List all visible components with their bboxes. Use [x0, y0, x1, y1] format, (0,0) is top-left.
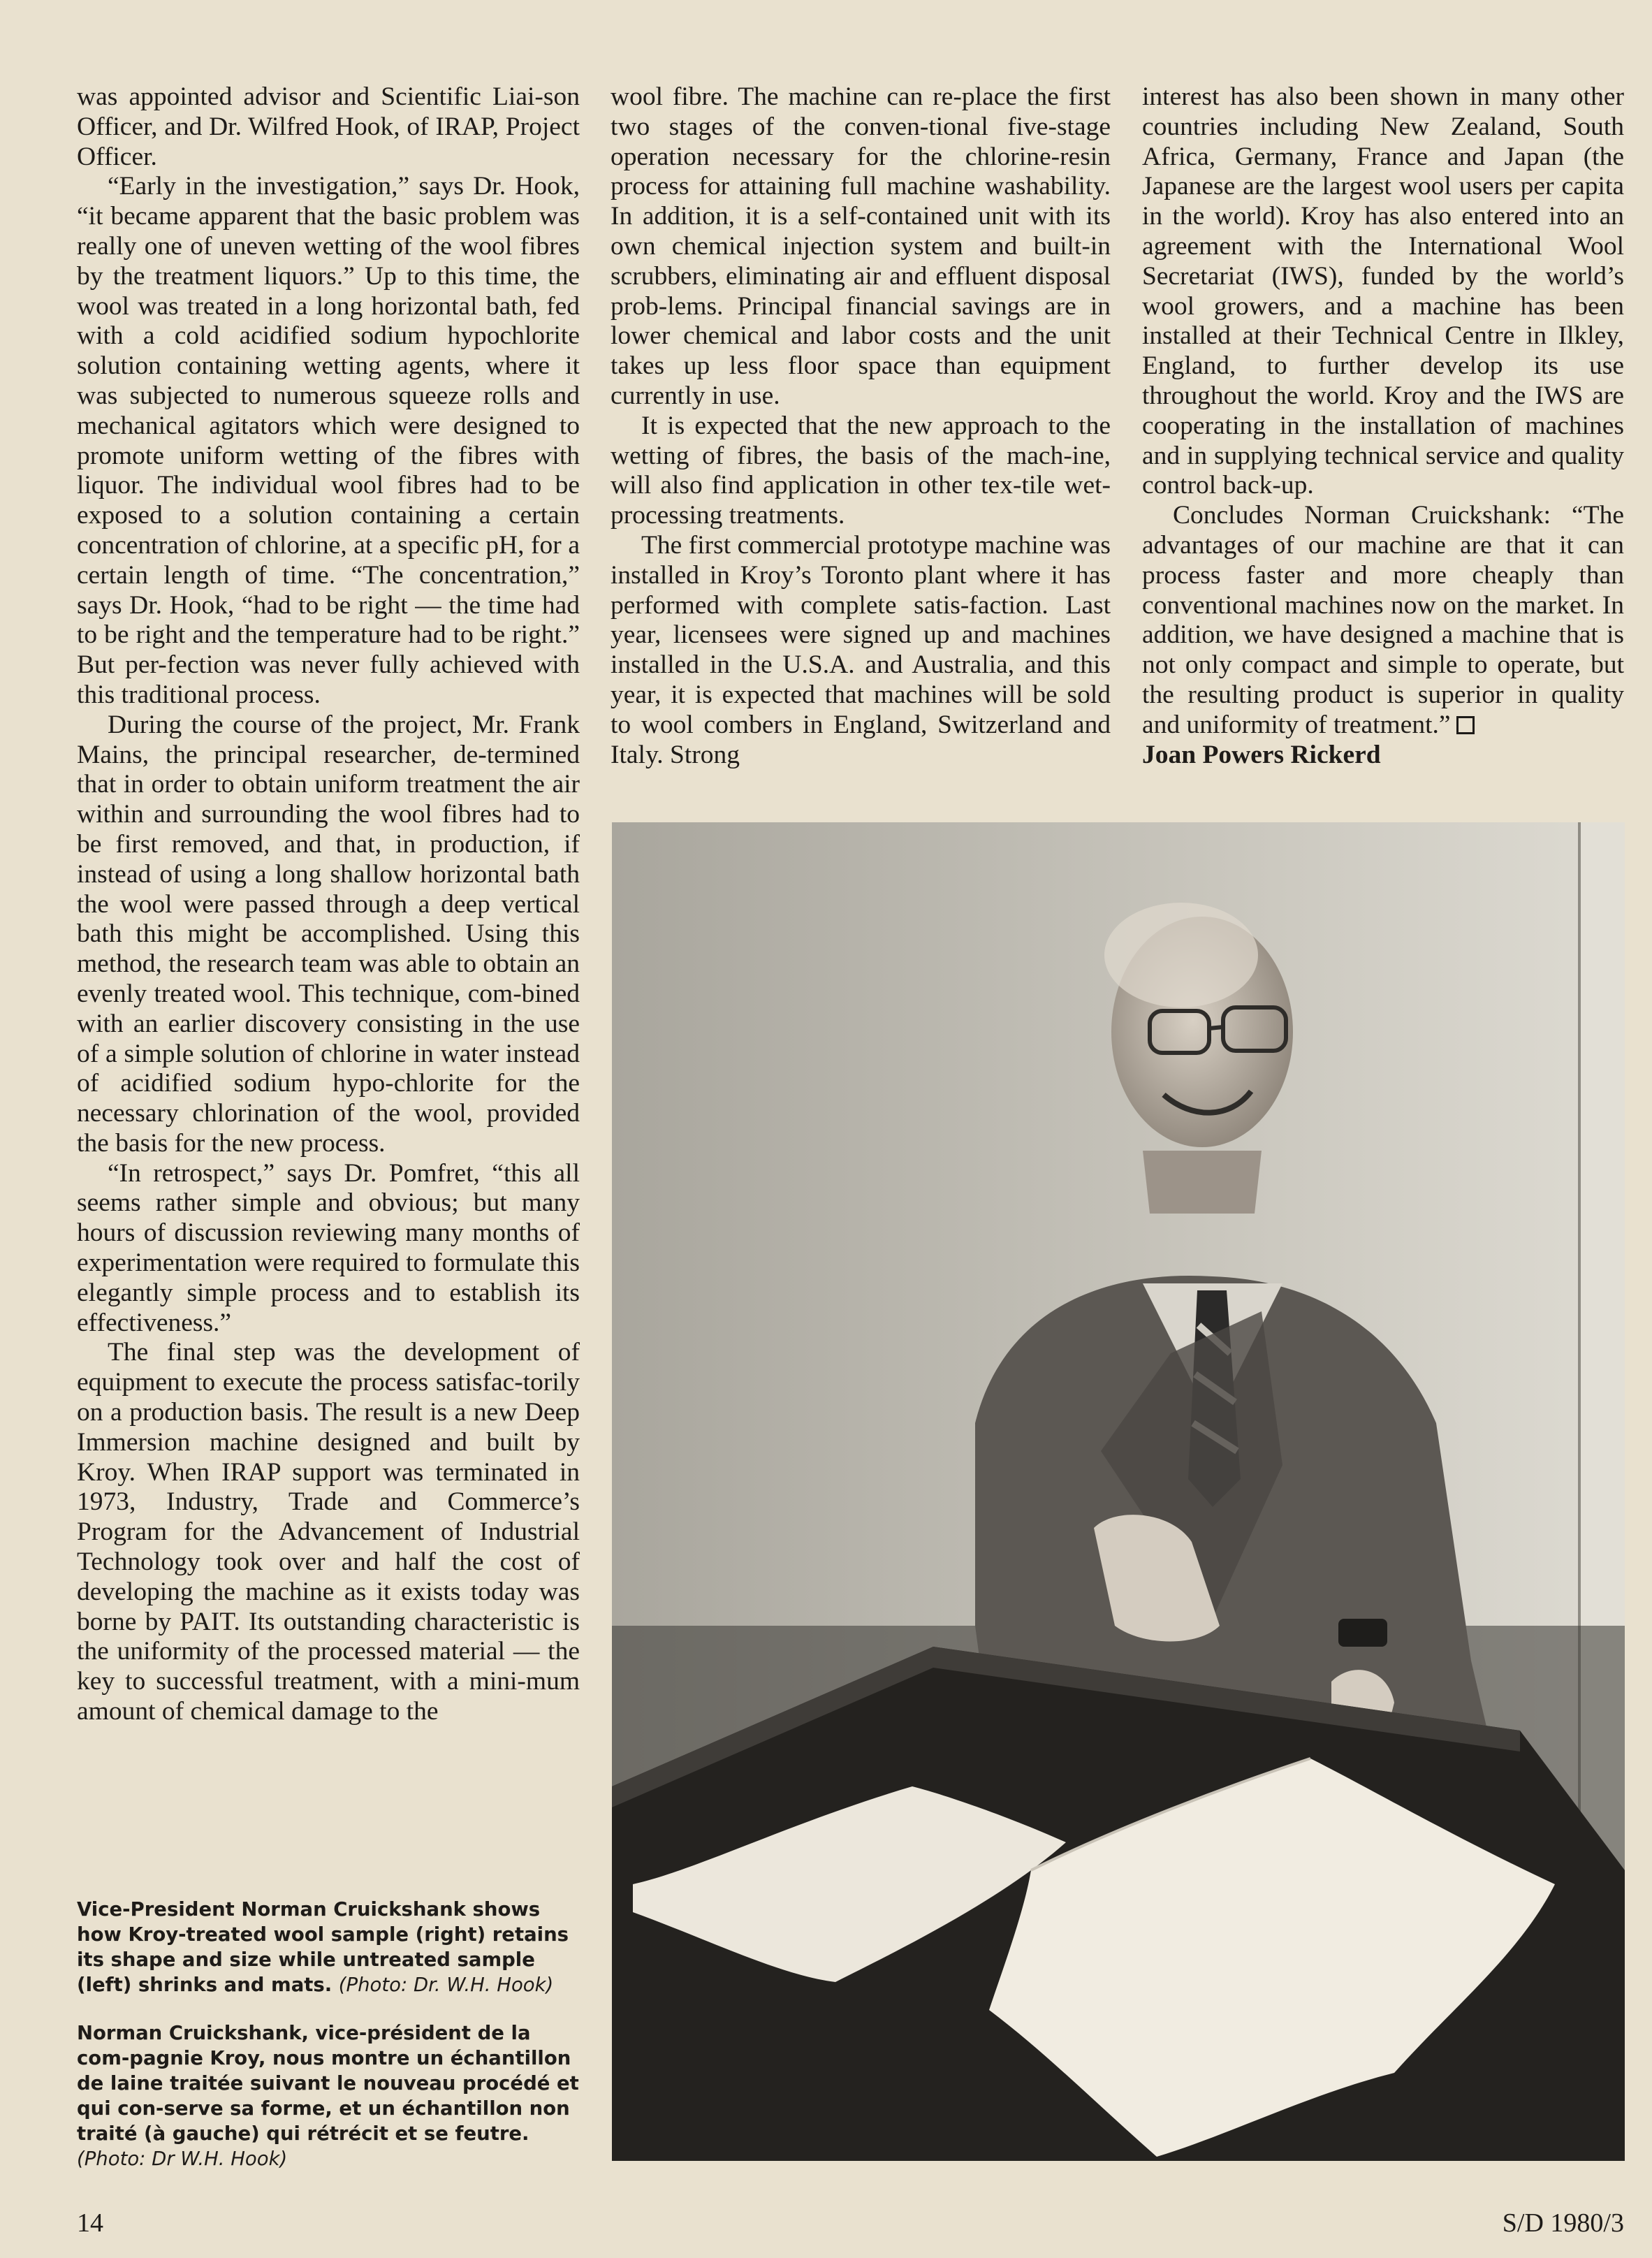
photo-illustration — [612, 822, 1625, 2161]
article-column-1 — [77, 82, 580, 1727]
photo-caption-english — [77, 1897, 580, 1997]
article-paragraph: wool fibre. The machine can re-place the first two stages of the conven-tional five-stage operation necessary for the chlorine-resin process for attaining full machine washability. In addition, it is a self-contained unit with its own chemical injection system and built-in scrubbers, eliminating air and effluent disposal prob-lems. Principal financial savings are in lower chemical and labor costs and the unit takes up less floor space than equipment currently in use. — [611, 82, 1111, 410]
article-paragraph: It is expected that the new approach to the wetting of fibres, the basis of the mach-ine, will also find application in other tex-tile wet-processing treatments. — [611, 411, 1111, 530]
issue-label: S/D 1980/3 — [1502, 2208, 1624, 2238]
article-paragraph: The first commercial prototype machine was installed in Kroy’s Toronto plant where it has performed with complete satis-faction. Last year, licensees were signed up and machines installed in the U.S.A. and Australia, and this year, it is expected that machines will be sold to wool combers in England, Switzerland and Italy. Strong — [611, 530, 1111, 769]
end-of-article-mark-icon — [1456, 716, 1475, 734]
article-column-2 — [611, 82, 1111, 770]
closing-quote-text: Concludes Norman Cruickshank: “The advantages of our machine are that it can process faster and more cheaply than conventional machines now on the market. In addition, we have designed a machine that is not only compact and simple to operate, but the resulting product is superior in quality and uniformity of treatment.” — [1142, 501, 1624, 739]
caption-text: Vice-President Norman Cruickshank shows how Kroy-treated wool sample (right) retains its shape and size while untreated sample (left) shrinks and mats. — [77, 1898, 569, 1996]
page-number: 14 — [77, 2208, 103, 2238]
article-paragraph: During the course of the project, Mr. Frank Mains, the principal researcher, de-termined that in order to obtain uniform treatment the air within and surrounding the wool fibres had to be first removed, and that, in production, if instead of using a long shallow horizontal bath the wool were passed through a deep vertical bath this might be accomplished. Using this method, the research team was able to obtain an evenly treated wool. This technique, com-bined with an earlier discovery consisting in the use of a simple solution of chlorine in water instead of acidified sodium hypo-chlorite for the necessary chlorination of the wool, provided the basis for the new process. — [77, 710, 580, 1158]
photo-caption-french — [77, 2020, 580, 2171]
article-column-3 — [1142, 82, 1624, 770]
caption-text: Norman Cruickshank, vice-président de la com-pagnie Kroy, nous montre un échantillon de laine traitée suivant le nouveau procédé et qui con-serve sa forme, et un échantillon non traité (à gauche) qui rétrécit et se feutre. — [77, 2022, 579, 2145]
photo-man-with-wool-samples — [612, 822, 1625, 2161]
article-paragraph: interest has also been shown in many other countries including New Zealand, South Africa, Germany, France and Japan (the Japanese are the largest wool users per capita in the world). Kroy has also entered into an agreement with the International Wool Secretariat (IWS), funded by the world’s wool growers, and a machine has been installed at their Technical Centre in Ilkley, England, to further develop its use throughout the world. Kroy and the IWS are cooperating in the installation of machines and in supplying technical service and quality control back-up. — [1142, 82, 1624, 500]
photo-credit: (Photo: Dr. W.H. Hook) — [338, 1974, 554, 1996]
article-paragraph: “In retrospect,” says Dr. Pomfret, “this all seems rather simple and obvious; but many hours of discussion reviewing many months of experimentation were required to formulate this elegantly simple process and to establish its effectiveness.” — [77, 1158, 580, 1337]
photo-credit: (Photo: Dr W.H. Hook) — [77, 2148, 288, 2170]
article-paragraph: “Early in the investigation,” says Dr. Hook, “it became apparent that the basic problem was really one of uneven wetting of the wool fibres by the treatment liquors.” Up to this time, the wool was treated in a long horizontal bath, fed with a cold acidified sodium hypochlorite solution containing wetting agents, where it was subjected to numerous squeeze rolls and mechanical agitators which were designed to promote uniform wetting of the fibres with liquor. The individual wool fibres had to be exposed to a solution containing a certain concentration of chlorine, at a specific pH, for a certain length of time. “The concentration,” says Dr. Hook, “had to be right — the time had to be right and the temperature had to be right.” But per-fection was never fully achieved with this traditional process. — [77, 172, 580, 709]
author-byline: Joan Powers Rickerd — [1142, 740, 1381, 769]
article-paragraph: was appointed advisor and Scientific Liai-son Officer, and Dr. Wilfred Hook, of IRAP, Project Officer. — [77, 82, 580, 171]
article-paragraph: The final step was the development of equipment to execute the process satisfac-torily on a production basis. The result is a new Deep Immersion machine designed and built by Kroy. When IRAP support was terminated in 1973, Industry, Trade and Commerce’s Program for the Advancement of Industrial Technology took over and half the cost of developing the machine as it exists today was borne by PAIT. Its outstanding characteristic is the uniformity of the processed material — the key to successful treatment, with a mini-mum amount of chemical damage to the — [77, 1338, 580, 1726]
article-paragraph — [1142, 501, 1624, 740]
